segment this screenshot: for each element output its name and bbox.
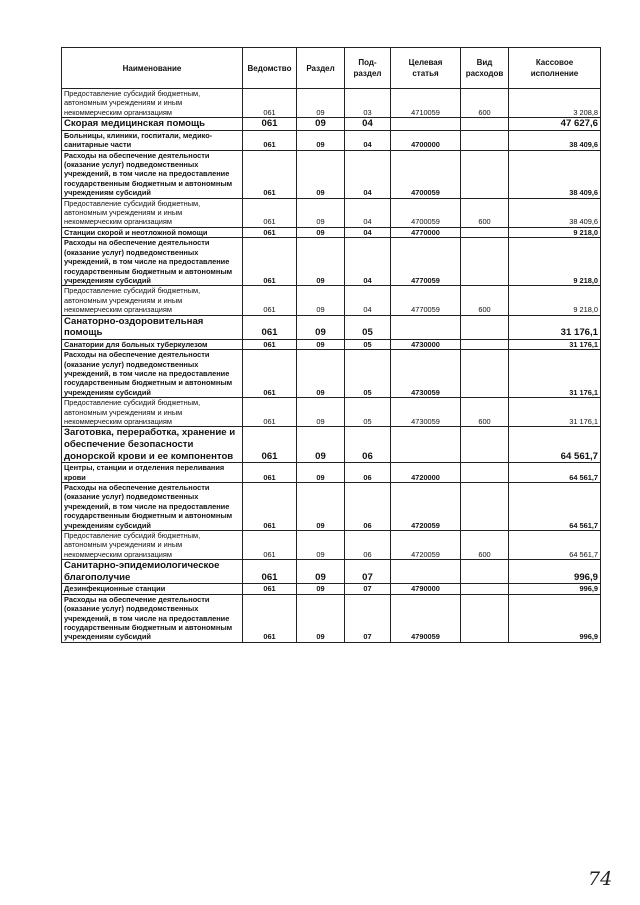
row-section: 09 bbox=[297, 315, 345, 339]
row-amount: 996,9 bbox=[509, 594, 601, 642]
row-name: Предоставление субсидий бюджетным, автономным учреждениям и иным некоммерческим организациям bbox=[62, 198, 243, 227]
row-amount: 38 409,6 bbox=[509, 198, 601, 227]
row-subsection: 03 bbox=[345, 89, 391, 118]
row-section: 09 bbox=[297, 198, 345, 227]
row-type bbox=[461, 594, 509, 642]
row-dept: 061 bbox=[243, 227, 297, 237]
row-type bbox=[461, 560, 509, 584]
row-subsection: 05 bbox=[345, 315, 391, 339]
row-amount: 38 409,6 bbox=[509, 150, 601, 198]
row-amount: 9 218,0 bbox=[509, 238, 601, 286]
row-name: Скорая медицинская помощь bbox=[62, 118, 243, 131]
row-type bbox=[461, 427, 509, 463]
table-row bbox=[62, 339, 601, 349]
row-subsection: 06 bbox=[345, 463, 391, 483]
row-dept: 061 bbox=[243, 398, 297, 427]
row-target: 4770059 bbox=[391, 238, 461, 286]
row-name: Станции скорой и неотложной помощи bbox=[62, 227, 243, 237]
row-subsection: 06 bbox=[345, 531, 391, 560]
row-type: 600 bbox=[461, 198, 509, 227]
row-name: Заготовка, переработка, хранение и обеспечение безопасности донорской крови и ее компонентов bbox=[62, 427, 243, 463]
row-target: 4700000 bbox=[391, 130, 461, 150]
row-amount: 3 208,8 bbox=[509, 89, 601, 118]
row-target bbox=[391, 560, 461, 584]
row-dept: 061 bbox=[243, 463, 297, 483]
row-section: 09 bbox=[297, 427, 345, 463]
row-type: 600 bbox=[461, 531, 509, 560]
row-type: 600 bbox=[461, 89, 509, 118]
row-section: 09 bbox=[297, 339, 345, 349]
row-target: 4730059 bbox=[391, 398, 461, 427]
row-target: 4720059 bbox=[391, 531, 461, 560]
row-name: Расходы на обеспечение деятельности (оказание услуг) подведомственных учреждений, в том числе на предоставление государственным бюджетным и автономным учреждениям субсидий bbox=[62, 350, 243, 398]
row-section: 09 bbox=[297, 560, 345, 584]
table-row bbox=[62, 89, 601, 118]
table-row bbox=[62, 350, 601, 398]
row-dept: 061 bbox=[243, 118, 297, 131]
row-section: 09 bbox=[297, 531, 345, 560]
row-target: 4770059 bbox=[391, 286, 461, 315]
row-dept: 061 bbox=[243, 482, 297, 530]
table-header-row bbox=[62, 48, 601, 89]
row-target: 4790059 bbox=[391, 594, 461, 642]
table-row bbox=[62, 594, 601, 642]
row-type: 600 bbox=[461, 398, 509, 427]
table-row bbox=[62, 560, 601, 584]
row-dept: 061 bbox=[243, 427, 297, 463]
row-dept: 061 bbox=[243, 130, 297, 150]
row-section: 09 bbox=[297, 286, 345, 315]
page-number: 74 bbox=[588, 868, 613, 890]
row-target bbox=[391, 118, 461, 131]
header-dept: Ведомство bbox=[243, 48, 297, 89]
row-name: Расходы на обеспечение деятельности (оказание услуг) подведомственных учреждений, в том числе на предоставление государственным бюджетным и автономным учреждениям субсидий bbox=[62, 238, 243, 286]
header-section: Раздел bbox=[297, 48, 345, 89]
row-amount: 64 561,7 bbox=[509, 531, 601, 560]
row-name: Предоставление субсидий бюджетным, автономным учреждениям и иным некоммерческим организациям bbox=[62, 531, 243, 560]
row-subsection: 05 bbox=[345, 339, 391, 349]
row-amount: 31 176,1 bbox=[509, 339, 601, 349]
row-type bbox=[461, 227, 509, 237]
row-subsection: 04 bbox=[345, 150, 391, 198]
row-name: Дезинфекционные станции bbox=[62, 584, 243, 594]
row-name: Предоставление субсидий бюджетным, автономным учреждениям и иным некоммерческим организациям bbox=[62, 89, 243, 118]
row-name: Санаторно-оздоровительная помощь bbox=[62, 315, 243, 339]
row-type bbox=[461, 238, 509, 286]
row-amount: 47 627,6 bbox=[509, 118, 601, 131]
row-subsection: 04 bbox=[345, 286, 391, 315]
row-section: 09 bbox=[297, 89, 345, 118]
row-dept: 061 bbox=[243, 350, 297, 398]
row-subsection: 05 bbox=[345, 398, 391, 427]
row-dept: 061 bbox=[243, 339, 297, 349]
row-name: Расходы на обеспечение деятельности (оказание услуг) подведомственных учреждений, в том числе на предоставление государственным бюджетным и автономным учреждениям субсидий bbox=[62, 150, 243, 198]
row-amount: 64 561,7 bbox=[509, 482, 601, 530]
row-amount: 996,9 bbox=[509, 584, 601, 594]
row-amount: 9 218,0 bbox=[509, 286, 601, 315]
row-amount: 31 176,1 bbox=[509, 315, 601, 339]
header-type: Вид расходов bbox=[461, 48, 509, 89]
row-dept: 061 bbox=[243, 594, 297, 642]
row-type bbox=[461, 482, 509, 530]
row-section: 09 bbox=[297, 150, 345, 198]
row-subsection: 07 bbox=[345, 594, 391, 642]
table-row bbox=[62, 227, 601, 237]
table-row bbox=[62, 238, 601, 286]
row-name: Расходы на обеспечение деятельности (оказание услуг) подведомственных учреждений, в том числе на предоставление государственным бюджетным и автономным учреждениям субсидий bbox=[62, 482, 243, 530]
row-section: 09 bbox=[297, 130, 345, 150]
row-amount: 64 561,7 bbox=[509, 427, 601, 463]
row-amount: 38 409,6 bbox=[509, 130, 601, 150]
row-name: Санатории для больных туберкулезом bbox=[62, 339, 243, 349]
row-subsection: 04 bbox=[345, 130, 391, 150]
row-dept: 061 bbox=[243, 584, 297, 594]
row-dept: 061 bbox=[243, 286, 297, 315]
table-row bbox=[62, 398, 601, 427]
row-dept: 061 bbox=[243, 238, 297, 286]
row-section: 09 bbox=[297, 584, 345, 594]
row-target: 4770000 bbox=[391, 227, 461, 237]
header-target: Целевая статья bbox=[391, 48, 461, 89]
table-row bbox=[62, 531, 601, 560]
table-row bbox=[62, 130, 601, 150]
row-dept: 061 bbox=[243, 89, 297, 118]
row-target: 4720000 bbox=[391, 463, 461, 483]
row-dept: 061 bbox=[243, 198, 297, 227]
row-section: 09 bbox=[297, 238, 345, 286]
row-type bbox=[461, 130, 509, 150]
row-type bbox=[461, 150, 509, 198]
table-row bbox=[62, 482, 601, 530]
row-target: 4700059 bbox=[391, 198, 461, 227]
row-name: Санитарно-эпидемиологическое благополучие bbox=[62, 560, 243, 584]
row-section: 09 bbox=[297, 227, 345, 237]
row-type bbox=[461, 315, 509, 339]
table-row bbox=[62, 463, 601, 483]
row-type bbox=[461, 463, 509, 483]
header-amount: Кассовое исполнение bbox=[509, 48, 601, 89]
row-dept: 061 bbox=[243, 560, 297, 584]
row-section: 09 bbox=[297, 594, 345, 642]
row-amount: 9 218,0 bbox=[509, 227, 601, 237]
row-subsection: 04 bbox=[345, 118, 391, 131]
table-row bbox=[62, 286, 601, 315]
row-subsection: 04 bbox=[345, 227, 391, 237]
header-name: Наименование bbox=[62, 48, 243, 89]
table-row bbox=[62, 427, 601, 463]
row-target bbox=[391, 315, 461, 339]
row-target: 4730059 bbox=[391, 350, 461, 398]
row-type bbox=[461, 350, 509, 398]
row-section: 09 bbox=[297, 482, 345, 530]
row-name: Предоставление субсидий бюджетным, автономным учреждениям и иным некоммерческим организациям bbox=[62, 286, 243, 315]
row-type bbox=[461, 118, 509, 131]
row-amount: 64 561,7 bbox=[509, 463, 601, 483]
row-target: 4720059 bbox=[391, 482, 461, 530]
row-subsection: 05 bbox=[345, 350, 391, 398]
row-name: Расходы на обеспечение деятельности (оказание услуг) подведомственных учреждений, в том числе на предоставление государственным бюджетным и автономным учреждениям субсидий bbox=[62, 594, 243, 642]
row-dept: 061 bbox=[243, 531, 297, 560]
row-section: 09 bbox=[297, 118, 345, 131]
row-subsection: 07 bbox=[345, 584, 391, 594]
row-subsection: 06 bbox=[345, 427, 391, 463]
row-target: 4730000 bbox=[391, 339, 461, 349]
table-row bbox=[62, 315, 601, 339]
row-dept: 061 bbox=[243, 315, 297, 339]
row-section: 09 bbox=[297, 350, 345, 398]
row-target bbox=[391, 427, 461, 463]
row-target: 4790000 bbox=[391, 584, 461, 594]
row-section: 09 bbox=[297, 398, 345, 427]
table-row bbox=[62, 118, 601, 131]
row-section: 09 bbox=[297, 463, 345, 483]
row-dept: 061 bbox=[243, 150, 297, 198]
header-subsection: Под- раздел bbox=[345, 48, 391, 89]
row-subsection: 04 bbox=[345, 238, 391, 286]
row-subsection: 07 bbox=[345, 560, 391, 584]
row-name: Центры, станции и отделения переливания крови bbox=[62, 463, 243, 483]
row-type: 600 bbox=[461, 286, 509, 315]
row-target: 4710059 bbox=[391, 89, 461, 118]
row-target: 4700059 bbox=[391, 150, 461, 198]
row-type bbox=[461, 584, 509, 594]
table-row bbox=[62, 150, 601, 198]
row-subsection: 04 bbox=[345, 198, 391, 227]
row-amount: 996,9 bbox=[509, 560, 601, 584]
row-amount: 31 176,1 bbox=[509, 398, 601, 427]
row-name: Больницы, клиники, госпитали, медико-санитарные части bbox=[62, 130, 243, 150]
row-amount: 31 176,1 bbox=[509, 350, 601, 398]
row-subsection: 06 bbox=[345, 482, 391, 530]
row-name: Предоставление субсидий бюджетным, автономным учреждениям и иным некоммерческим организациям bbox=[62, 398, 243, 427]
budget-table bbox=[61, 47, 601, 643]
table-row bbox=[62, 198, 601, 227]
row-type bbox=[461, 339, 509, 349]
table-body bbox=[62, 89, 601, 643]
table-row bbox=[62, 584, 601, 594]
